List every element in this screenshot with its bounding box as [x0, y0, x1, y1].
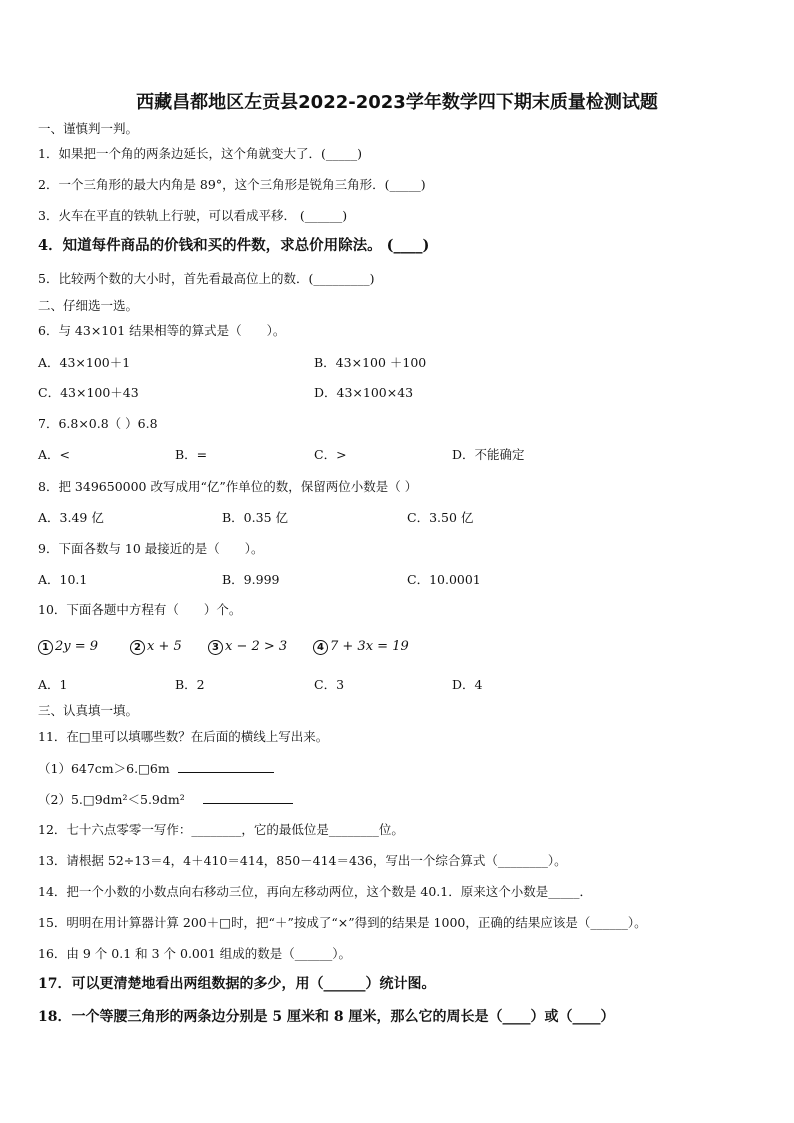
question-5: 5．比较两个数的大小时，首先看最高位上的数．(_________) — [38, 271, 375, 286]
circled-number-1: 1 — [38, 640, 53, 655]
q9-option-a: A．10.1 — [38, 572, 88, 587]
section-3-heading: 三、认真填一填。 — [38, 703, 139, 718]
q6-option-d: D．43×100×43 — [314, 385, 414, 400]
question-16: 16．由 9 个 0.1 和 3 个 0.001 组成的数是（______）。 — [38, 946, 352, 961]
q7-option-c: C．> — [314, 447, 347, 462]
question-4: 4．知道每件商品的价钱和买的件数，求总价用除法。 (____) — [38, 237, 430, 254]
q6-option-a: A．43×100＋1 — [38, 355, 131, 370]
q10-item-2 — [130, 639, 182, 655]
q6-option-b: B．43×100 ＋100 — [314, 355, 427, 370]
q11-part-2 — [38, 791, 293, 808]
question-14: 14．把一个小数的小数点向右移动三位，再向左移动两位，这个数是 40.1．原来这个小数是_____． — [38, 884, 592, 899]
question-9: 9．下面各数与 10 最接近的是（ ）。 — [38, 541, 264, 556]
q7-option-b: B．= — [175, 447, 208, 462]
q11-part-1 — [38, 760, 274, 777]
q10-option-c: C．3 — [314, 677, 345, 692]
question-3: 3．火车在平直的铁轨上行驶，可以看成平移． (______) — [38, 208, 348, 223]
q10-item-3 — [208, 639, 287, 655]
q7-option-d: D．不能确定 — [452, 447, 525, 462]
question-2: 2．一个三角形的最大内角是 89°，这个三角形是锐角三角形．(_____) — [38, 177, 426, 192]
q10-expr-4: 7 + 3x = 19 — [330, 639, 409, 654]
section-2-heading: 二、仔细选一选。 — [38, 298, 139, 313]
question-18: 18．一个等腰三角形的两条边分别是 5 厘米和 8 厘米，那么它的周长是（____）或（____） — [38, 1009, 615, 1025]
question-6: 6．与 43×101 结果相等的算式是（ ）。 — [38, 323, 286, 338]
q8-option-c: C．3.50 亿 — [407, 510, 474, 525]
question-12: 12．七十六点零零一写作：________，它的最低位是________位。 — [38, 822, 404, 837]
question-13: 13．请根据 52÷13＝4，4＋410＝414，850－414＝436，写出一个综合算式（________）。 — [38, 853, 567, 868]
section-1-heading: 一、谨慎判一判。 — [38, 121, 139, 136]
circled-number-4: 4 — [313, 640, 328, 655]
q11-part-2-text: （2）5.□9dm²＜5.9dm² — [38, 792, 185, 807]
answer-line[interactable] — [178, 760, 274, 773]
q10-option-a: A．1 — [38, 677, 68, 692]
question-10: 10．下面各题中方程有（ ）个。 — [38, 602, 242, 617]
q10-expr-1: 2y = 9 — [55, 639, 99, 654]
question-15: 15．明明在用计算器计算 200＋□时，把“＋”按成了“×”得到的结果是 1000，正确的结果应该是（______）。 — [38, 915, 647, 930]
q9-option-c: C．10.0001 — [407, 572, 481, 587]
page-title: 西藏昌都地区左贡县2022-2023学年数学四下期末质量检测试题 — [136, 92, 658, 113]
question-17: 17．可以更清楚地看出两组数据的多少，用（______）统计图。 — [38, 976, 436, 992]
q10-item-1 — [38, 639, 98, 655]
q8-option-a: A．3.49 亿 — [38, 510, 104, 525]
answer-line[interactable] — [203, 791, 293, 804]
question-8: 8．把 349650000 改写成用“亿”作单位的数，保留两位小数是（ ） — [38, 479, 418, 494]
q7-option-a: A．< — [38, 447, 71, 462]
question-7: 7．6.8×0.8（ ）6.8 — [38, 416, 158, 431]
q10-option-b: B．2 — [175, 677, 205, 692]
question-1: 1．如果把一个角的两条边延长，这个角就变大了．(_____) — [38, 146, 362, 161]
question-11: 11．在□里可以填哪些数？在后面的横线上写出来。 — [38, 729, 329, 744]
q10-item-4 — [313, 639, 409, 655]
q9-option-b: B．9.999 — [222, 572, 280, 587]
circled-number-2: 2 — [130, 640, 145, 655]
q6-option-c: C．43×100＋43 — [38, 385, 139, 400]
q10-option-d: D．4 — [452, 677, 483, 692]
q10-expr-3: x − 2 > 3 — [225, 639, 288, 654]
circled-number-3: 3 — [208, 640, 223, 655]
q8-option-b: B．0.35 亿 — [222, 510, 288, 525]
q10-expr-2: x + 5 — [147, 639, 182, 654]
q11-part-1-text: （1）647cm＞6.□6m — [38, 761, 170, 776]
